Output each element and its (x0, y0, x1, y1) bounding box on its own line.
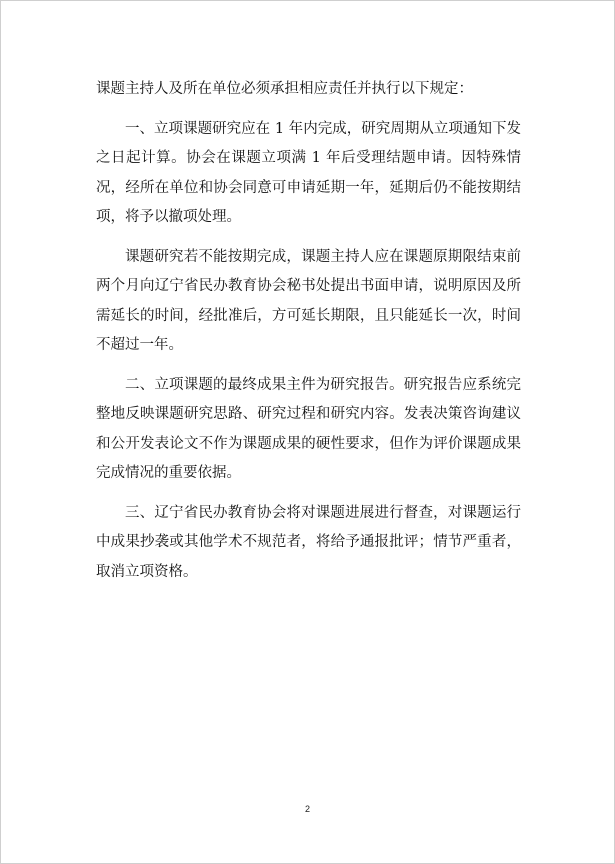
paragraph-rule-3: 三、辽宁省民办教育协会将对课题进展进行督查，对课题运行中成果抄袭或其他学术不规范者，将给予通报批评；情节严重者，取消立项资格。 (96, 504, 521, 580)
document-body (96, 75, 521, 597)
paragraph-intro: 课题主持人及所在单位必须承担相应责任并执行以下规定： (96, 81, 473, 97)
paragraph-rule-1: 一、立项课题研究应在 1 年内完成，研究周期从立项通知下发之日起计算。协会在课题立项满 1 年后受理结题申请。因特殊情况，经所在单位和协会同意可申请延期一年，延期后仍不能按期结项，将予以撤项处理。 (96, 120, 521, 225)
paragraph-rule-2: 二、立项课题的最终成果主件为研究报告。研究报告应系统完整地反映课题研究思路、研究过程和研究内容。发表决策咨询建议和公开发表论文不作为课题成果的硬性要求，但作为评价课题成果完成情况的重要依据。 (96, 376, 521, 481)
page-number: 2 (304, 804, 310, 814)
paragraph-extension: 课题研究若不能按期完成，课题主持人应在课题原期限结束前两个月向辽宁省民办教育协会秘书处提出书面申请，说明原因及所需延长的时间，经批准后，方可延长期限，且只能延长一次，时间不超过一年。 (96, 248, 521, 353)
